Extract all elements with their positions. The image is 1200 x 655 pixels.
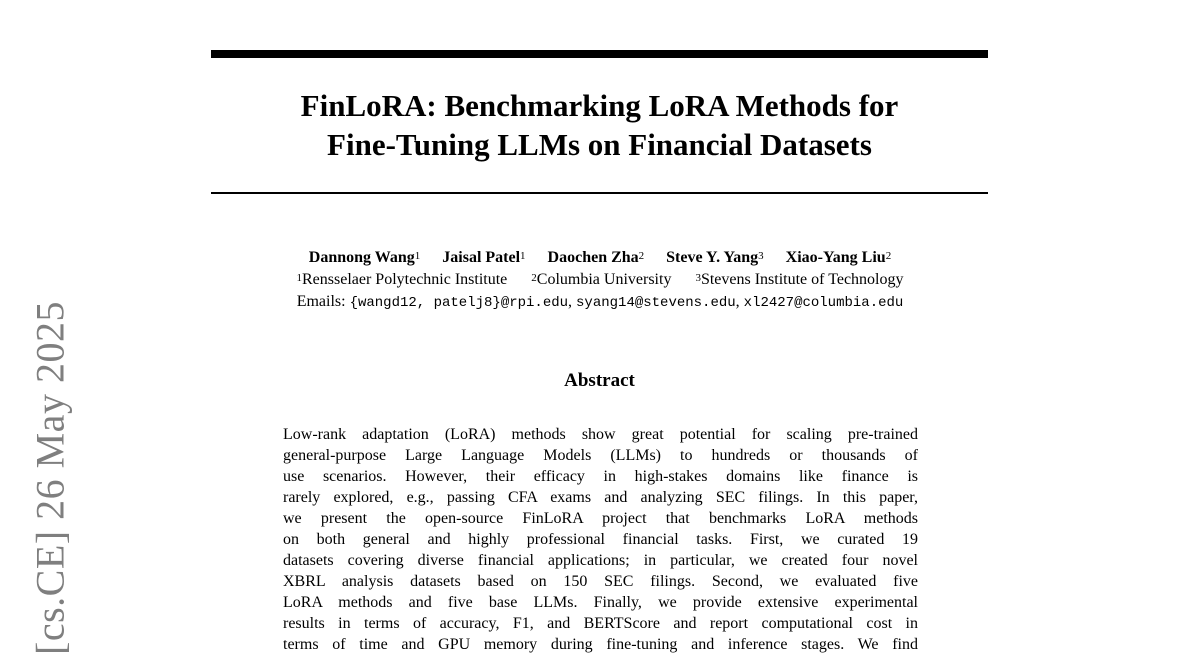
abstract-line: on both general and highly professional financial tasks. First, we curated 19 <box>283 531 918 548</box>
abstract-line: we present the open-source FinLoRA project that benchmarks LoRA methods <box>283 510 918 527</box>
abstract-line: Low-rank adaptation (LoRA) methods show great potential for scaling pre-trained <box>283 426 918 443</box>
author-list <box>160 247 1040 269</box>
affiliation-list <box>160 269 1040 291</box>
title-top-rule <box>211 50 988 58</box>
abstract-line: LoRA methods and five base LLMs. Finally, we provide extensive experimental <box>283 594 918 611</box>
author: Xiao-Yang Liu$^2$ <box>785 249 892 266</box>
abstract-heading: Abstract <box>564 370 635 391</box>
abstract-line: datasets covering diverse financial applications; in particular, we created four novel <box>283 552 918 569</box>
title-line: FinLoRA: Benchmarking LoRA Methods for <box>300 88 899 123</box>
abstract-body <box>283 424 918 655</box>
author: Daochen Zha$^2$ <box>547 249 645 266</box>
title-bottom-rule <box>211 192 988 194</box>
author: Dannong Wang$^1$ <box>308 249 421 266</box>
paper-title <box>211 86 988 164</box>
affiliation: $^1$Rensselaer Polytechnic Institute <box>296 271 508 288</box>
arxiv-stamp: [cs.CE] 26 May 2025 <box>27 301 73 655</box>
abstract-line: XBRL analysis datasets based on 150 SEC filings. Second, we evaluated five <box>283 573 918 590</box>
author: Steve Y. Yang$^3$ <box>666 249 764 266</box>
title-line: Fine-Tuning LLMs on Financial Datasets <box>327 127 872 162</box>
author-block <box>160 247 1040 314</box>
abstract-line: general-purpose Large Language Models (LLMs) to hundreds or thousands of <box>283 447 918 464</box>
affiliation: $^3$Stevens Institute of Technology <box>695 271 904 288</box>
abstract-line: use scenarios. However, their efficacy in high-stakes domains like finance is <box>283 468 918 485</box>
affiliation: $^2$Columbia University <box>531 271 672 288</box>
abstract-line: results in terms of accuracy, F1, and BERTScore and report computational cost in <box>283 615 918 632</box>
author: Jaisal Patel$^1$ <box>442 249 526 266</box>
abstract-line: rarely explored, e.g., passing CFA exams and analyzing SEC filings. In this paper, <box>283 489 918 506</box>
email-list: Emails: {wangd12, patelj8}@rpi.edu, syang14@stevens.edu, xl2427@columbia.edu <box>296 293 904 311</box>
abstract-line: terms of time and GPU memory during fine-tuning and inference stages. We find <box>283 636 918 653</box>
